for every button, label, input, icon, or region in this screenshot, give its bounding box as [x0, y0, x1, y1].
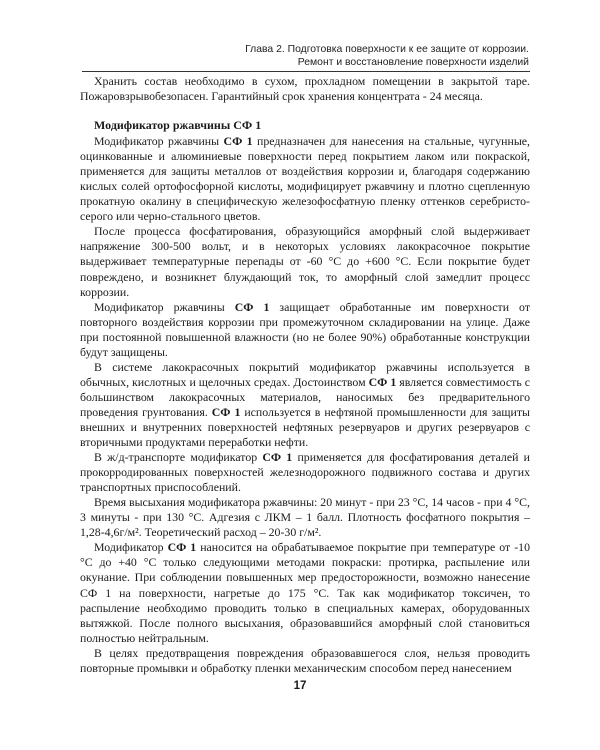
text-run: наносится на обрабатываемое покрытие при температуре от -10 °С до +40 °С только следующими методами покраски: протирка, распыление или окунание. При соблюдении повышенных мер предосторожности, возможно нанесение СФ 1 на поверхности, нагретые до 175 °С. Так как модификатор токсичен, то распыление необходимо проводить только в специальных камерах, оборудованных вытяжкой. После полного высыхания, образовавшийся аморфный слой становиться полностью нейтральным.: [80, 540, 530, 645]
text-run: Хранить состав необходимо в сухом, прохладном помещении в закрытой таре. Пожаровзрывобезопасен. Гарантийный срок хранения концентрата - 24 месяца.: [80, 74, 530, 104]
product-name-bold: СФ 1: [262, 450, 293, 465]
header-chapter-title: Глава 2. Подготовка поверхности к ее защите от коррозии.: [245, 44, 529, 55]
header-chapter-subtitle: Ремонт и восстановление поверхности изделий: [297, 56, 529, 68]
product-name-bold: СФ 1: [223, 134, 253, 149]
text-run: Модификатор: [94, 540, 168, 555]
body-text: [80, 74, 530, 676]
text-run: После процесса фосфатирования, образующийся аморфный слой выдерживает напряжение 300-500 вольт, и в некоторых условиях лакокрасочное покрытие выдерживает температурные перепады от -60 °С до +600 °С. Если покрытие будет повреждено, и возникнет блуждающий ток, то аморфный слой замедлит процесс коррозии.: [80, 224, 530, 299]
text-run: В ж/д-транспорте модификатор: [94, 450, 263, 465]
running-header: [69, 44, 529, 69]
paragraph-drying-time: [80, 495, 530, 540]
paragraph-railway: [80, 450, 530, 495]
text-run: Модификатор ржавчины: [94, 134, 224, 149]
text-run: предназначен для нанесения на стальные, чугунные, оцинкованные и алюминиевые поверхности перед покрытием лаком или покраской, применяется для защиты металлов от воздействия коррозии и, благодаря содержанию кислых солей ортофосфорной кислоты, модифицирует ржавчину и плотно сцепленную прокатную окалину в специфическую железофосфатную пленку оттенков серебристо-серого или черно-стального цветов.: [80, 134, 530, 224]
product-name-bold: СФ 1: [167, 540, 197, 555]
paragraph-paint-systems: [80, 360, 530, 450]
page-number: 17: [293, 680, 307, 692]
text-run: Время высыхания модификатора ржавчины: 20 минут - при 23 °С, 14 часов - при 4 °С, 3 минуты - при 130 °С. Адгезия с ЛКМ – 1 балл. Плотность фосфатного покрытия – 1,28-4,6г/м². Теоретический расход – 20-30 г/м².: [80, 495, 530, 540]
product-name-bold: СФ 1: [211, 404, 241, 419]
paragraph-purpose: [80, 134, 530, 224]
paragraph-precautions: [80, 646, 530, 676]
section-heading: Модификатор ржавчины СФ 1: [94, 118, 262, 133]
paragraph-application: [80, 540, 530, 645]
product-name-bold: СФ 1: [234, 299, 270, 314]
paragraph-phosphating: [80, 224, 530, 299]
text-run: Модификатор ржавчины: [94, 299, 235, 314]
text-run: применяется для фосфатирования деталей и прокорродированных поверхностей железнодорожного подвижного состава и других транспортных приспособлений.: [80, 450, 530, 495]
text-run: В целях предотвращения повреждения образовавшегося слоя, нельзя проводить повторные промывки и обработку пленки механическим способом перед нанесением: [80, 645, 530, 675]
text-run: защищает обработанные им поверхности от повторного воздействия коррозии при промежуточном складировании на улице. Даже при постоянной повышенной влажности (но не более 90%) обработанные конструкции будут защищены.: [80, 299, 530, 359]
header-divider: [82, 71, 530, 72]
product-name-bold: СФ 1: [368, 374, 397, 389]
paragraph-protection: [80, 300, 530, 360]
text-run: используется в нефтяной промышленности для защиты внешних и внутренних поверхностей нефтяных резервуаров и других резервуаров с вторичными продуктами переработки нефти.: [80, 404, 530, 450]
text-run: В системе лакокрасочных покрытий модификатор ржавчины используется в обычных, кислотных и щелочных средах. Достоинством: [80, 359, 530, 389]
text-run: является совместимость с большинством лакокрасочных материалов, наносимых без предварительного проведения грунтования.: [80, 374, 530, 419]
paragraph-storage: [80, 74, 530, 104]
